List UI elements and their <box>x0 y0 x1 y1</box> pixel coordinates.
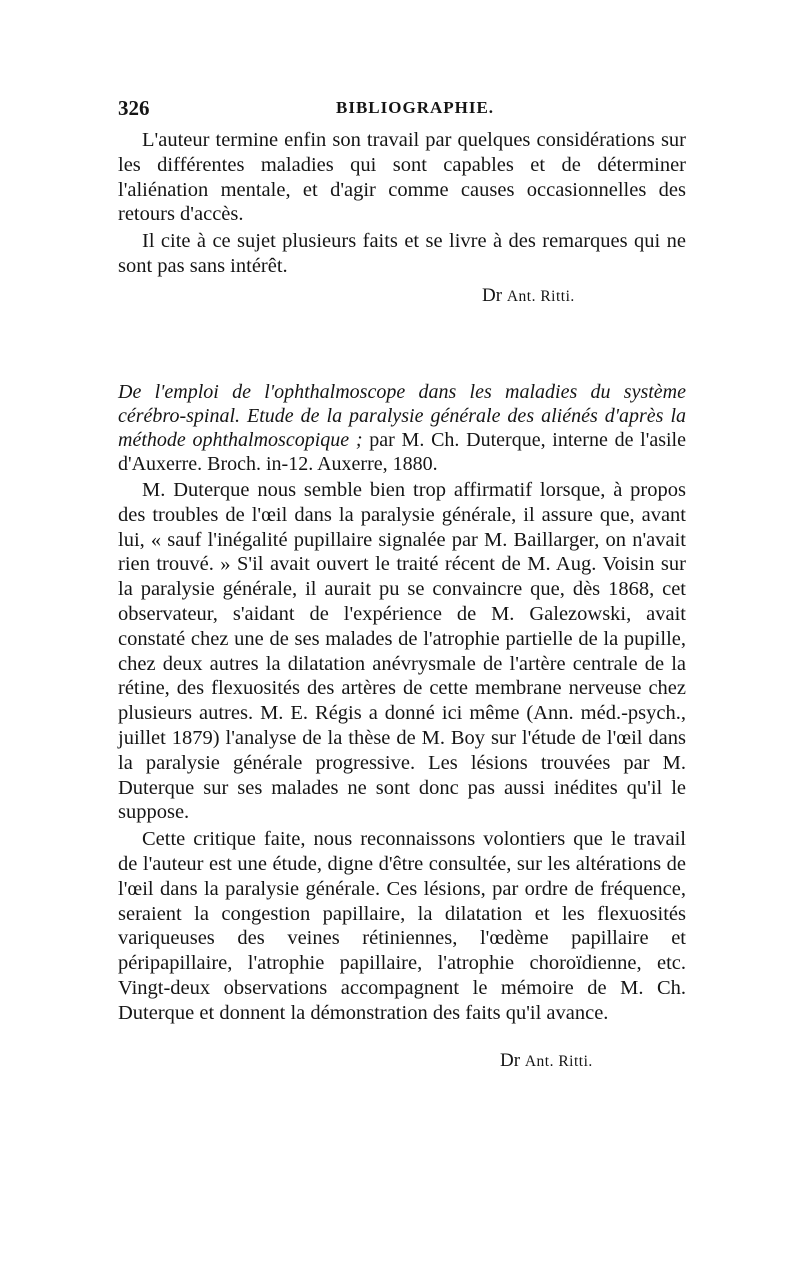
review-2-paragraph-2: Cette critique faite, nous reconnaissons volontiers que le travail de l'auteur est une étude, digne d'être consultée, sur les altérations de l'œil dans la paralysie générale. Ces lésions, par ordre de fréquence, seraient la congestion papillaire, la dilatation et les flexuosités variqueuses des veines rétiniennes, l'œdème papillaire et péripapillaire, l'atrophie papillaire, l'atrophie choroïdienne, etc. Vingt-deux observations accompagnent le mémoire de M. Ch. Duterque et donnent la démonstration des faits qu'il avance. <box>118 828 686 1024</box>
review-2-bibliographic-entry <box>118 380 686 476</box>
review-2-title: De l'emploi de l'ophthalmoscope dans les maladies du système cérébro-spinal. Etude de la paralysie générale des aliénés d'après la méthode ophthalmoscopique ; <box>118 381 686 451</box>
review-1-paragraph-2: Il cite à ce sujet plusieurs faits et se livre à des remarques qui ne sont pas sans intérêt. <box>118 230 686 277</box>
signature-prefix: Dr <box>500 1050 521 1071</box>
review-2-publication: par M. Ch. Duterque, interne de l'asile d'Auxerre. Broch. in-12. Auxerre, 1880. <box>118 429 686 475</box>
review-1-paragraph-1: L'auteur termine enfin son travail par quelques considérations sur les différentes maladies qui sont capables et de déterminer l'aliénation mentale, et d'agir comme causes occasionnelles des retours d'accès. <box>118 129 686 226</box>
signature-name: Ant. Ritti. <box>506 288 575 305</box>
review-2-signature <box>500 1050 593 1072</box>
page-header <box>118 96 686 126</box>
signature-prefix: Dr <box>482 285 503 306</box>
review-1-body <box>118 128 686 279</box>
review-2-body <box>118 478 686 1026</box>
review-2-heading <box>118 380 686 476</box>
review-2-paragraph-1: M. Duterque nous semble bien trop affirmatif lorsque, à propos des troubles de l'œil dans la paralysie générale, il assure que, avant lui, « sauf l'inégalité pupillaire signalée par M. Baillarger, on n'avait rien trouvé. » S'il avait ouvert le traité récent de M. Aug. Voisin sur la paralysie générale, il aurait pu se convaincre que, dès 1868, cet observateur, s'aidant de l'expérience de M. Galezowski, avait constaté chez une de ses malades de l'atrophie partielle de la pupille, chez deux autres la dilatation anévrysmale de l'artère centrale de la rétine, des flexuosités des artères de cette membrane nerveuse chez plusieurs autres. M. E. Régis a donné ici même (Ann. méd.-psych., juillet 1879) l'analyse de la thèse de M. Boy sur l'étude de l'œil dans la paralysie générale progressive. Les lésions trouvées par M. Duterque sur ses malades ne sont donc pas aussi inédites qu'il le suppose. <box>118 479 686 824</box>
running-title: BIBLIOGRAPHIE. <box>336 98 495 117</box>
signature-name: Ant. Ritti. <box>524 1053 593 1070</box>
review-1-signature <box>482 285 575 307</box>
page-number: 326 <box>118 96 150 120</box>
